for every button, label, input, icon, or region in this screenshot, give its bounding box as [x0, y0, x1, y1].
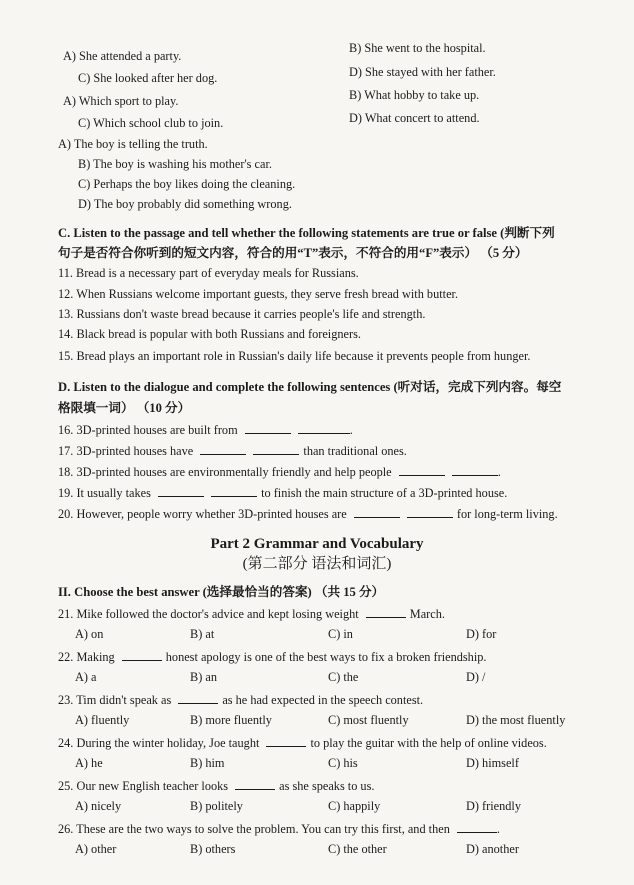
mc-25-option-c[interactable]: C) happily — [328, 799, 381, 813]
statement-13: 13. Russians don't waste bread because it carries people's life and strength. — [58, 307, 426, 321]
blank-24[interactable] — [266, 734, 306, 747]
mc-26-option-d[interactable]: D) another — [466, 842, 519, 856]
fill-16: 16. 3D-printed houses are built from . — [58, 423, 353, 437]
blank-18a[interactable] — [399, 463, 445, 476]
q9-option-c: C) Which school club to join. — [78, 116, 224, 130]
mc-22-option-b[interactable]: B) an — [190, 670, 217, 684]
fill-20: 20. However, people worry whether 3D-printed houses are for long-term living. — [58, 507, 558, 521]
part2-subtitle: (第二部分 语法和词汇) — [242, 556, 392, 572]
mc-25-option-b[interactable]: B) politely — [190, 799, 243, 813]
mc-21-option-b[interactable]: B) at — [190, 627, 215, 641]
blank-16a[interactable] — [245, 421, 291, 434]
section-c-header-line2: 句子是否符合你听到的短文内容，符合的用“T”表示，不符合的用“F”表示） （5 分） — [58, 246, 528, 260]
mc-23-option-c[interactable]: C) most fluently — [328, 713, 409, 727]
q10-option-d: D) The boy probably did something wrong. — [78, 197, 292, 211]
q10-option-a: A) The boy is telling the truth. — [58, 137, 208, 151]
fill-18: 18. 3D-printed houses are environmentally friendly and help people . — [58, 465, 501, 479]
blank-23[interactable] — [178, 691, 218, 704]
mc-25-option-a[interactable]: A) nicely — [75, 799, 122, 813]
fill-17: 17. 3D-printed houses have than traditional ones. — [58, 444, 407, 458]
blank-26[interactable] — [457, 820, 497, 833]
mc-21-option-c[interactable]: C) in — [328, 627, 353, 641]
mc-22-option-d[interactable]: D) / — [466, 670, 486, 684]
mc-26-option-a[interactable]: A) other — [75, 842, 117, 856]
mc-25-option-d[interactable]: D) friendly — [466, 799, 521, 813]
blank-19b[interactable] — [211, 484, 257, 497]
blank-17b[interactable] — [253, 442, 299, 455]
blank-21[interactable] — [366, 605, 406, 618]
q8-option-b: B) She went to the hospital. — [349, 41, 486, 55]
mc-22-option-c[interactable]: C) the — [328, 670, 359, 684]
q9-option-b: B) What hobby to take up. — [349, 88, 480, 102]
mc-22-stem: 22. Making honest apology is one of the best ways to fix a broken friendship. — [58, 650, 487, 664]
statement-15: 15. Bread plays an important role in Russian's daily life because it prevents people from hunger. — [58, 349, 531, 363]
mc-25-stem: 25. Our new English teacher looks as she speaks to us. — [58, 779, 375, 793]
blank-17a[interactable] — [200, 442, 246, 455]
mc-24-option-c[interactable]: C) his — [328, 756, 358, 770]
statement-14: 14. Black bread is popular with both Russians and foreigners. — [58, 327, 361, 341]
section-d-header-line1: D. Listen to the dialogue and complete the following sentences (听对话，完成下列内容。每空 — [58, 380, 562, 394]
mc-24-option-a[interactable]: A) he — [75, 756, 103, 770]
mc-21-option-d[interactable]: D) for — [466, 627, 497, 641]
q10-option-c: C) Perhaps the boy likes doing the cleaning. — [78, 177, 296, 191]
q9-option-a: A) Which sport to play. — [63, 94, 179, 108]
mc-26-option-b[interactable]: B) others — [190, 842, 236, 856]
mc-23-option-a[interactable]: A) fluently — [75, 713, 130, 727]
mc-23-stem: 23. Tim didn't speak as as he had expected in the speech contest. — [58, 693, 424, 707]
section-ii-header: II. Choose the best answer (选择最恰当的答案) （共 15 分） — [58, 585, 385, 599]
mc-23-option-b[interactable]: B) more fluently — [190, 713, 272, 727]
q9-option-d: D) What concert to attend. — [349, 111, 480, 125]
blank-16b[interactable] — [298, 421, 350, 434]
section-c-header-line1: C. Listen to the passage and tell whether the following statements are true or false (判断下列 — [58, 226, 555, 240]
blank-25[interactable] — [235, 777, 275, 790]
q8-option-c: C) She looked after her dog. — [78, 71, 218, 85]
blank-22[interactable] — [122, 648, 162, 661]
blank-20a[interactable] — [354, 505, 400, 518]
q8-option-d: D) She stayed with her father. — [349, 65, 496, 79]
blank-18b[interactable] — [452, 463, 498, 476]
mc-24-option-d[interactable]: D) himself — [466, 756, 519, 770]
blank-20b[interactable] — [407, 505, 453, 518]
mc-26-stem: 26. These are the two ways to solve the problem. You can try this first, and then . — [58, 822, 500, 836]
fill-19: 19. It usually takes to finish the main structure of a 3D-printed house. — [58, 486, 508, 500]
mc-24-option-b[interactable]: B) him — [190, 756, 225, 770]
blank-19a[interactable] — [158, 484, 204, 497]
mc-21-option-a[interactable]: A) on — [75, 627, 104, 641]
section-d-header-line2: 格限填一词） （10 分） — [58, 401, 191, 415]
mc-21-stem: 21. Mike followed the doctor's advice and kept losing weight March. — [58, 607, 445, 621]
statement-12: 12. When Russians welcome important guests, they serve fresh bread with butter. — [58, 287, 459, 301]
mc-23-option-d[interactable]: D) the most fluently — [466, 713, 566, 727]
mc-22-option-a[interactable]: A) a — [75, 670, 97, 684]
mc-24-stem: 24. During the winter holiday, Joe taught to play the guitar with the help of online videos. — [58, 736, 547, 750]
q8-option-a: A) She attended a party. — [63, 49, 182, 63]
part2-title: Part 2 Grammar and Vocabulary — [210, 536, 424, 552]
statement-11: 11. Bread is a necessary part of everyday meals for Russians. — [58, 266, 359, 280]
q10-option-b: B) The boy is washing his mother's car. — [78, 157, 272, 171]
mc-26-option-c[interactable]: C) the other — [328, 842, 387, 856]
